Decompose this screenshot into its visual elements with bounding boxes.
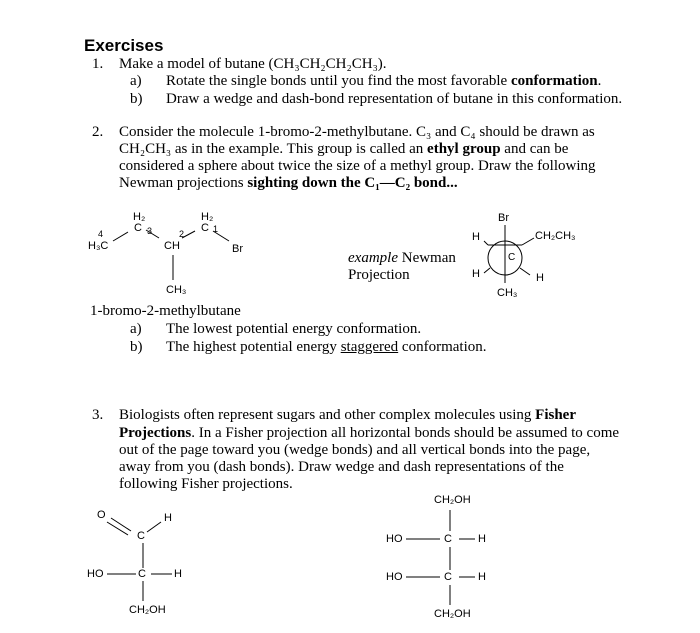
fisher1-ho: HO (87, 568, 104, 580)
exercise-1a-text: Rotate the single bonds until you find the most favorable conformation. (166, 73, 602, 89)
exercise-1-text: Make a model of butane (CH₃CH₂CH₂CH₃). (119, 56, 387, 72)
exercise-3-line-5: following Fisher projections. (119, 476, 293, 492)
newman-ethyl-label: CH₂CH₃ (535, 230, 576, 242)
newman-methyl-label: CH₃ (497, 287, 518, 299)
locant-3: 3 (147, 226, 153, 236)
fisher2-h-2: H (478, 571, 486, 583)
page-title: Exercises (84, 36, 164, 55)
exercise-3-line-2: Projections. In a Fisher projection all horizontal bonds should be assumed to come (119, 425, 620, 441)
methyl-label: CH₃ (166, 284, 187, 296)
h3c-label: H₃C (88, 240, 109, 252)
exercise-3-line-4: away from you (dash bonds). Draw wedge and dash representations of the (119, 459, 564, 475)
fisher2-ho-2: HO (386, 571, 403, 583)
fisher2-ch2oh-top: CH₂OH (434, 494, 471, 506)
fisher1-carbon-mid: C (138, 568, 146, 580)
fisher1-carbon-top: C (137, 530, 145, 542)
ch-label: CH (164, 240, 180, 252)
newman-bromine-label: Br (498, 212, 509, 224)
exercise-3-number: 3. (92, 407, 104, 423)
newman-h-bottom-right: H (536, 272, 544, 284)
exercise-3-line-3: out of the page toward you (wedge bonds) and all vertical bonds into the page, (119, 442, 591, 458)
exercise-3-line-1: Biologists often represent sugars and other complex molecules using Fisher (119, 407, 576, 423)
exercise-1a-label: a) (130, 73, 142, 89)
exercise-1b-label: b) (130, 91, 143, 107)
exercise-2-number: 2. (92, 124, 104, 140)
locant-2: 2 (179, 229, 185, 239)
exercise-2a-text: The lowest potential energy conformation. (166, 321, 422, 337)
exercise-1-number: 1. (92, 56, 104, 72)
newman-caption-line-2: Projection (348, 267, 410, 283)
fisher2-carbon-2: C (444, 571, 452, 583)
exercise-2a-label: a) (130, 321, 142, 337)
h2-right-label: H₂ (201, 211, 214, 223)
newman-front-carbon: C (508, 252, 516, 263)
exercise-2-line-3: considered a sphere about twice the size of a methyl group. Draw the following (119, 158, 596, 174)
h2-left-label: H₂ (133, 211, 146, 223)
fisher2-ch2oh-bottom: CH₂OH (434, 608, 471, 620)
fisher1-oxygen: O (97, 509, 106, 521)
fisher1-ch2oh: CH₂OH (129, 604, 166, 616)
exercise-2b-label: b) (130, 339, 143, 355)
locant-1: 1 (213, 224, 219, 234)
exercise-2b-text: The highest potential energy staggered conformation. (166, 339, 487, 355)
locant-4: 4 (98, 229, 104, 239)
newman-h-top-left: H (472, 231, 480, 243)
fisher2-h-1: H (478, 533, 486, 545)
newman-h-bottom-left: H (472, 268, 480, 280)
fisher1-h-top: H (164, 512, 172, 524)
bromine-label: Br (232, 243, 243, 255)
fisher2-carbon-1: C (444, 533, 452, 545)
molecule-name: 1-bromo-2-methylbutane (90, 303, 241, 319)
exercise-2-line-2: CH₂CH₃ as in the example. This group is called an ethyl group and can be (119, 141, 569, 157)
exercise-2-line-4: Newman projections sighting down the C₁—C₂ bond... (119, 175, 458, 191)
fisher1-h-mid: H (174, 568, 182, 580)
exercise-1b-text: Draw a wedge and dash-bond representation of butane in this conformation. (166, 91, 623, 107)
carbon-3-label: C (134, 222, 142, 234)
fisher2-ho-1: HO (386, 533, 403, 545)
carbon-1-label: C (201, 222, 209, 234)
exercise-2-line-1: Consider the molecule 1-bromo-2-methylbutane. C₃ and C₄ should be drawn as (119, 124, 595, 140)
newman-caption-line-1: example Newman (348, 250, 456, 266)
